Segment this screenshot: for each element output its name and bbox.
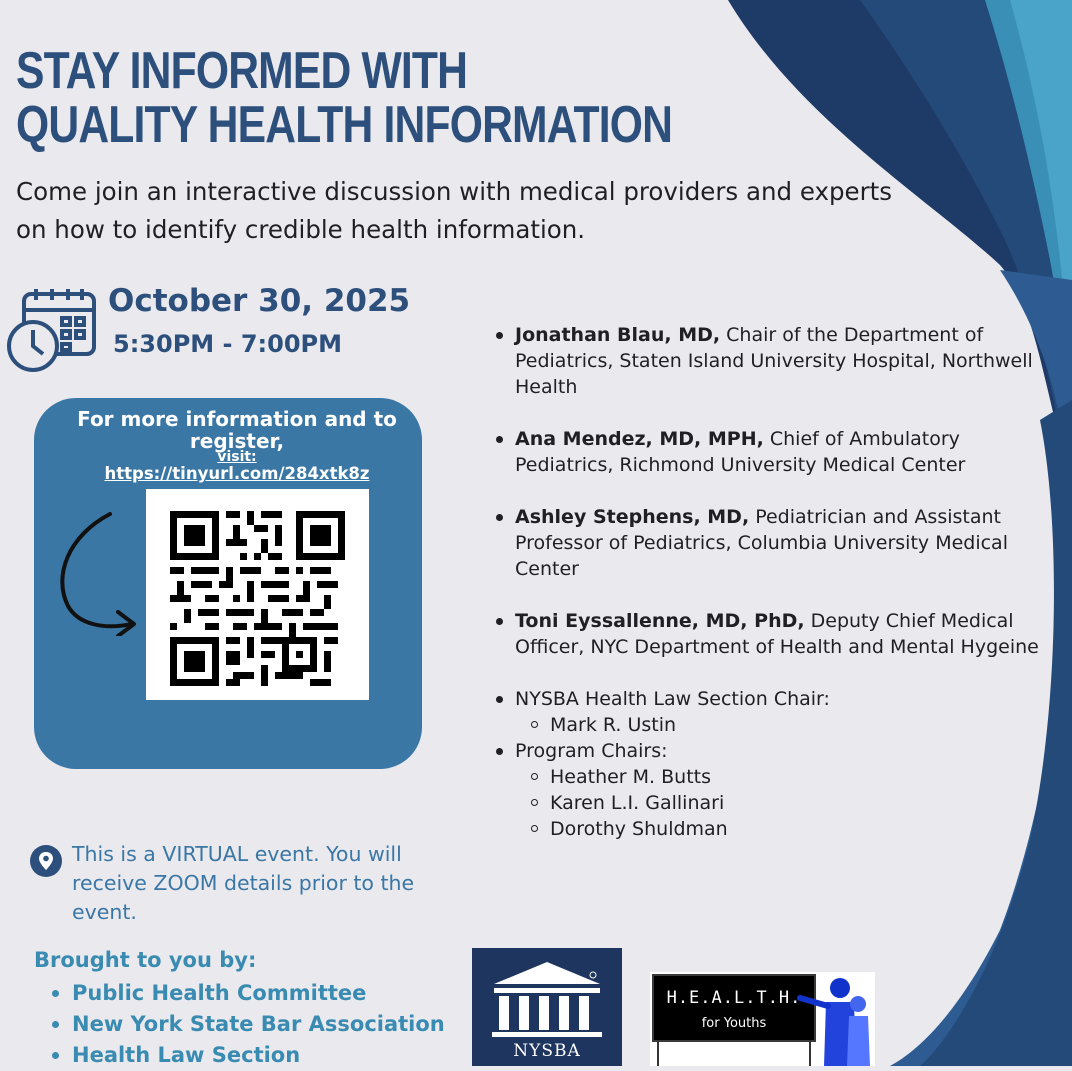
list-item xyxy=(494,608,1054,660)
speaker-desc: Pediatrician and Assistant Professor of Pediatrics, Columbia University Medical Center xyxy=(515,506,1008,580)
list-item: Public Health Committee xyxy=(50,978,470,1009)
registration-box xyxy=(34,398,422,769)
health-for-youths-logo xyxy=(650,972,875,1066)
event-date: October 30, 2025 xyxy=(108,283,411,319)
health-logo-title: H.E.A.L.T.H. xyxy=(666,988,802,1008)
list-item xyxy=(494,322,1054,400)
list-item xyxy=(494,426,1054,478)
speaker-desc: Chair of the Department of Pediatrics, Staten Island University Hospital, Northwell Health xyxy=(515,324,1033,398)
registration-visit: visit: xyxy=(217,449,257,465)
list-item xyxy=(494,738,1054,842)
title-line-2: QUALITY HEALTH INFORMATION xyxy=(16,96,673,154)
virtual-event-note: This is a VIRTUAL event. You will receive ZOOM details prior to the event. xyxy=(72,842,415,924)
program-chair-name: Dorothy Shuldman xyxy=(515,816,1054,842)
speaker-desc: Deputy Chief Medical Officer, NYC Department of Health and Mental Hygeine xyxy=(515,610,1039,658)
health-logo-subtitle: for Youths xyxy=(701,1016,767,1031)
nysba-logo xyxy=(472,948,622,1066)
program-chair-name: Karen L.I. Gallinari xyxy=(515,790,1054,816)
speaker-list xyxy=(494,322,1054,842)
speaker-name: Toni Eyssallenne, MD, PhD, xyxy=(515,610,805,632)
speaker-name: Ana Mendez, MD, MPH, xyxy=(515,428,764,450)
list-item xyxy=(494,686,1054,738)
courthouse-icon xyxy=(472,948,622,1043)
sponsor-list xyxy=(50,978,470,1071)
page-title xyxy=(16,44,672,152)
calendar-clock-icon xyxy=(6,288,98,374)
section-chair-name: Mark R. Ustin xyxy=(515,712,1054,738)
speaker-desc: Chief of Ambulatory Pediatrics, Richmond University Medical Center xyxy=(515,428,966,476)
brought-by-heading: Brought to you by: xyxy=(34,948,257,972)
speaker-name: Jonathan Blau, MD, xyxy=(515,324,721,346)
event-time: 5:30PM - 7:00PM xyxy=(113,330,343,358)
program-chair-name: Heather M. Butts xyxy=(515,764,1054,790)
list-item-continuation xyxy=(50,1040,470,1071)
nysba-logo-text: NYSBA xyxy=(513,1041,581,1061)
intro-text: Come join an interactive discussion with medical providers and experts on how to identify credible health information. xyxy=(16,177,893,244)
speaker-name: Ashley Stephens, MD, xyxy=(515,506,750,528)
teacher-figure-icon xyxy=(650,972,875,1066)
registration-link[interactable]: https://tinyurl.com/284xtk8z xyxy=(104,464,370,483)
registration-heading: For more information and to register, xyxy=(77,407,397,453)
location-pin-icon xyxy=(30,845,62,877)
list-item xyxy=(494,504,1054,582)
section-chair-label: NYSBA Health Law Section Chair: xyxy=(515,688,830,710)
title-line-1: STAY INFORMED WITH xyxy=(16,42,468,100)
curved-arrow-icon xyxy=(48,506,148,636)
qr-code[interactable] xyxy=(146,489,369,700)
list-item: New York State Bar Association xyxy=(50,1009,470,1040)
qr-code-image xyxy=(170,511,345,686)
program-chairs-label: Program Chairs: xyxy=(515,740,668,762)
sponsor-line-3: Health Law Section xyxy=(72,1043,301,1067)
